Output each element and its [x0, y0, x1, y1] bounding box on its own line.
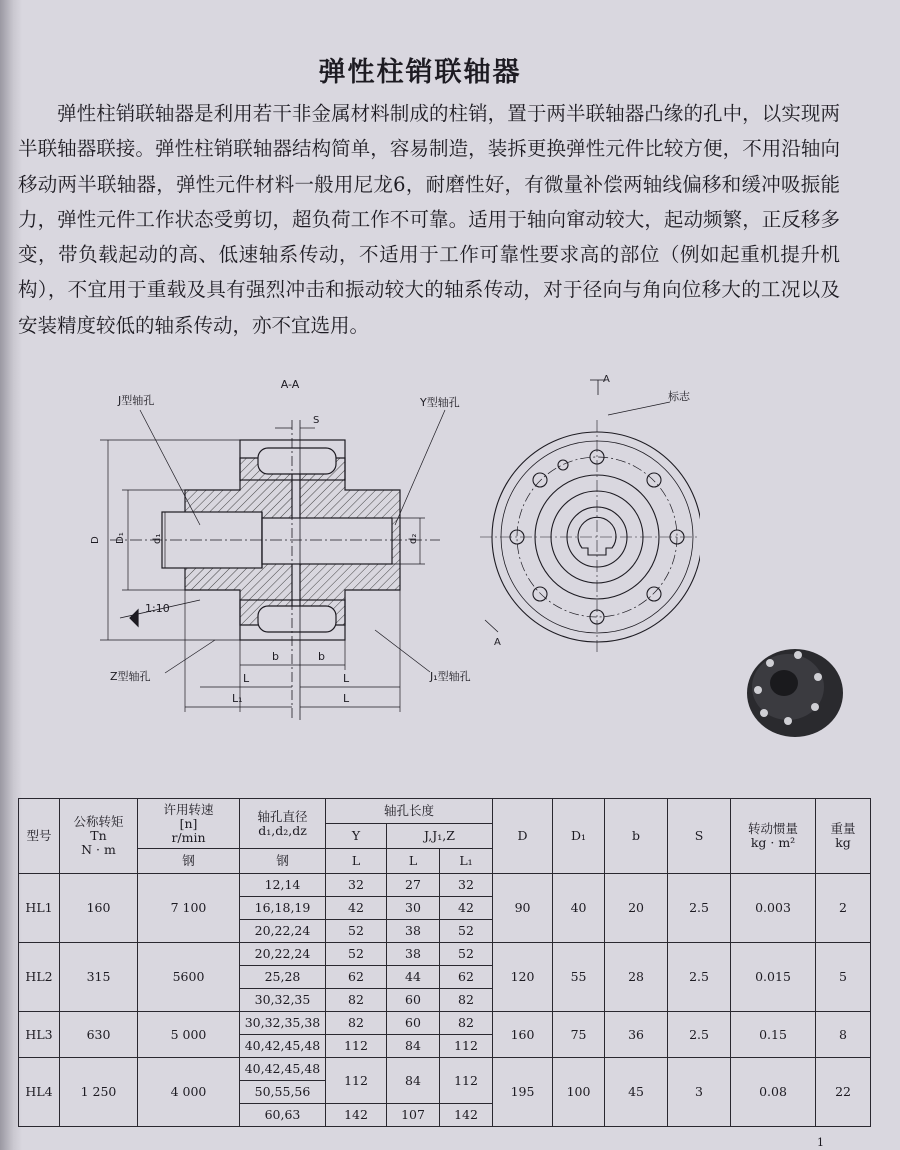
taper-label: 1:10 — [145, 602, 170, 615]
L-header: L — [326, 849, 387, 874]
b-left-label: b — [272, 650, 279, 663]
page-title: 弹性柱销联轴器 — [318, 57, 522, 88]
D1-header: D₁ — [553, 799, 605, 874]
speed-mat: 钢 — [138, 849, 240, 874]
end-view-a-bottom: A — [494, 637, 501, 648]
coupling-drawing — [60, 368, 700, 738]
table-row: HL3 630 5 000 30,32,35,38 82 60 82 160 75 36 2.5 0.15 8 — [19, 1012, 871, 1035]
D1-label: D₁ — [115, 532, 126, 544]
L-bottom-label: L — [343, 692, 350, 705]
model-header: 型号 — [19, 799, 60, 874]
speed-header: 许用转速 [n] r/min — [138, 799, 240, 849]
spec-table — [18, 798, 871, 1127]
end-view — [480, 380, 700, 655]
j-hole-label: J型轴孔 — [118, 394, 155, 407]
L-right-label: L — [343, 672, 350, 685]
L2-header: L — [387, 849, 440, 874]
j1-hole-label: J₁型轴孔 — [430, 670, 471, 683]
L1-header: L₁ — [440, 849, 493, 874]
page-number: 1 — [817, 1136, 824, 1149]
header-row — [19, 799, 871, 824]
jjz-header: J,J₁,Z — [387, 824, 493, 849]
s-label: S — [313, 415, 320, 426]
coupling-photo — [740, 635, 850, 745]
weight-header: 重量 kg — [816, 799, 871, 874]
table-row: HL1 160 7 100 12,14 32 27 32 90 40 20 2.5 0.003 2 — [19, 874, 871, 897]
table-row: 40,42,45,48 112 84 112 — [19, 1035, 871, 1058]
D-label: D — [90, 536, 101, 544]
L1-label: L₁ — [232, 692, 243, 705]
section-label: A-A — [280, 378, 300, 391]
section-view — [100, 410, 445, 720]
table-row: 30,32,35 82 60 82 — [19, 989, 871, 1012]
d2-label: d₂ — [408, 533, 419, 544]
b-header: b — [605, 799, 668, 874]
y-header: Y — [326, 824, 387, 849]
z-hole-label: Z型轴孔 — [110, 670, 151, 683]
inertia-header: 转动惯量 kg · m² — [731, 799, 816, 874]
bore-mat: 钢 — [240, 849, 326, 874]
length-header: 轴孔长度 — [326, 799, 493, 824]
table-row: 25,28 62 44 62 — [19, 966, 871, 989]
y-hole-label: Y型轴孔 — [420, 396, 460, 409]
bore-header: 轴孔直径 d₁,d₂,dz — [240, 799, 326, 849]
table-row: HL2 315 5600 20,22,24 52 38 52 120 55 28 2.5 0.015 5 — [19, 943, 871, 966]
b-right-label: b — [318, 650, 325, 663]
table-row: 60,63 142 107 142 — [19, 1104, 871, 1127]
d1-label: d₁ — [152, 533, 163, 544]
table-row: 50,55,56 — [19, 1081, 871, 1104]
S-header: S — [668, 799, 731, 874]
end-view-a-top: A — [603, 374, 610, 385]
table-row: 20,22,24 52 38 52 — [19, 920, 871, 943]
table-row: 16,18,19 42 30 42 — [19, 897, 871, 920]
table-row: HL4 1 250 4 000 40,42,45,48 112 84 112 195 100 45 3 0.08 22 — [19, 1058, 871, 1081]
torque-header: 公称转矩 Tn N · m — [60, 799, 138, 874]
L-left-label: L — [243, 672, 250, 685]
mark-label: 标志 — [668, 390, 690, 403]
D-header: D — [493, 799, 553, 874]
description-paragraph: 弹性柱销联轴器是利用若干非金属材料制成的柱销，置于两半联轴器凸缘的孔中，以实现两半联轴器联接。弹性柱销联轴器结构简单，容易制造，装拆更换弹性元件比较方便，不用沿轴向移动两半联轴器，弹性元件材料一般用尼龙6，耐磨性好，有微量补偿两轴线偏移和缓冲吸振能力，弹性元件工作状态受剪切，超负荷工作不可靠。适用于轴向窜动较大，起动频繁，正反移多变，带负载起动的高、低速轴系传动，不适用于工作可靠性要求高的部位（例如起重机提升机构），不宜用于重载及具有强烈冲击和振动较大的轴系传动，对于径向与角向位移大的工况以及安装精度较低的轴系传动，亦不宜选用。 — [18, 102, 840, 337]
